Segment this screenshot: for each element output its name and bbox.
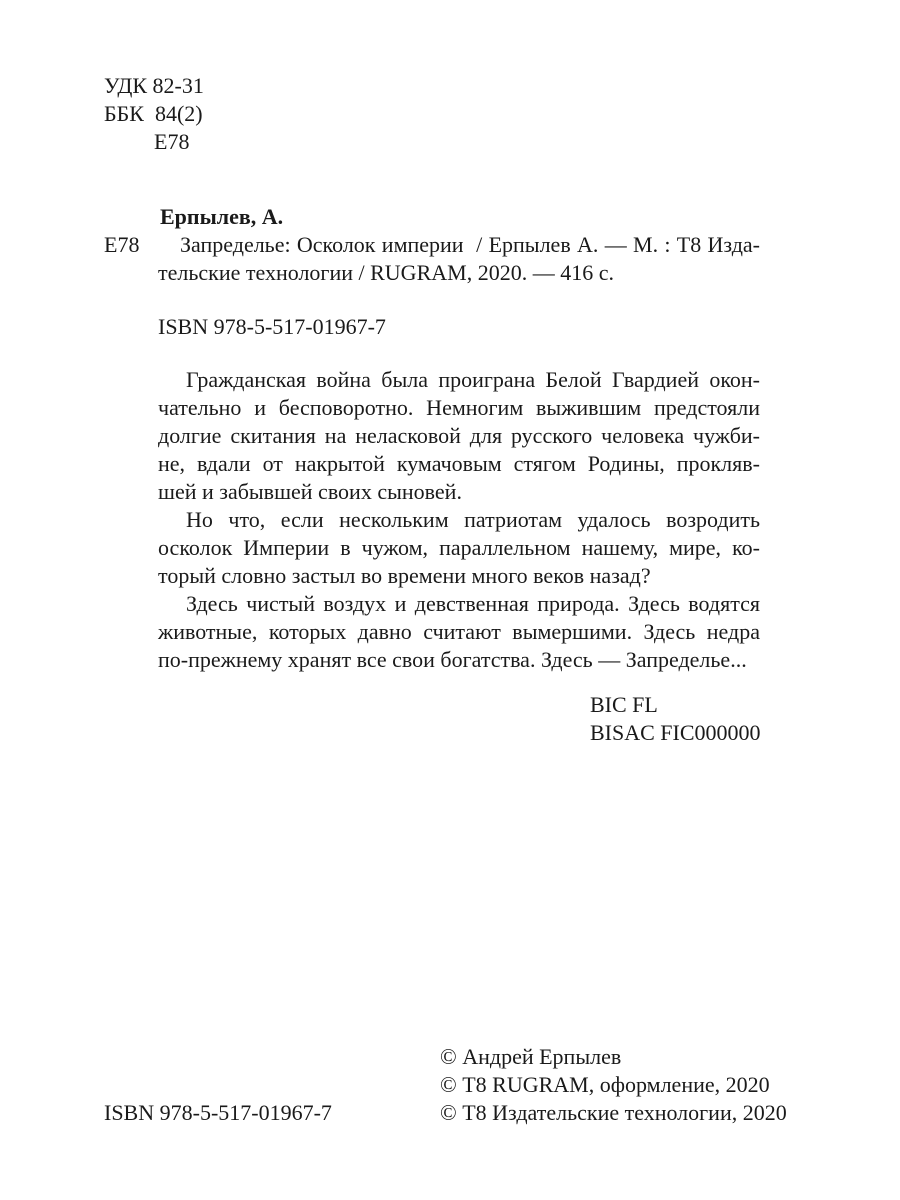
annotation-line: долгие скитания на неласковой для русского человека чужби- — [158, 423, 760, 448]
annotation-line: торый словно застыл во времени много веков назад? — [158, 563, 651, 588]
annotation-line: по-прежнему хранят все свои богатства. Здесь — Запределье... — [158, 647, 747, 672]
copyright-line: © Андрей Ерпылев — [440, 1044, 622, 1069]
bisac-code: BISAC FIC000000 — [590, 720, 761, 745]
copyright-line: © Т8 RUGRAM, оформление, 2020 — [440, 1072, 770, 1097]
annotation-line: животные, которых давно считают вымершими. Здесь недра — [158, 619, 760, 644]
udk-code: УДК 82-31 — [104, 73, 204, 98]
annotation-line: Но что, если нескольким патриотам удалось возродить — [186, 507, 760, 532]
copyright-line: © Т8 Издательские технологии, 2020 — [440, 1100, 787, 1125]
record-isbn: ISBN 978-5-517-01967-7 — [158, 314, 386, 339]
annotation-line: чательно и бесповоротно. Немногим выжившим предстояли — [158, 395, 760, 420]
author-heading: Ерпылев, А. — [160, 204, 284, 229]
record-title-line-2: тельские технологии / RUGRAM, 2020. — 416 с. — [158, 260, 614, 285]
bbk-code: ББК 84(2) — [104, 101, 203, 126]
record-title-line-1: Запределье: Осколок империи / Ерпылев А. — М. : Т8 Изда- — [180, 232, 760, 257]
footer-isbn: ISBN 978-5-517-01967-7 — [104, 1100, 332, 1125]
annotation-line: Здесь чистый воздух и девственная природа. Здесь водятся — [186, 591, 760, 616]
author-mark: Е78 — [154, 129, 190, 154]
annotation-line: осколок Империи в чужом, параллельном нашему, мире, ко- — [158, 535, 760, 560]
annotation-line: шей и забывшей своих сыновей. — [158, 479, 462, 504]
annotation-line: Гражданская война была проиграна Белой Гвардией окон- — [186, 367, 760, 392]
record-author-mark: Е78 — [104, 232, 140, 257]
bic-code: BIC FL — [590, 692, 658, 717]
annotation-line: не, вдали от накрытой кумачовым стягом Родины, прокляв- — [158, 451, 760, 476]
